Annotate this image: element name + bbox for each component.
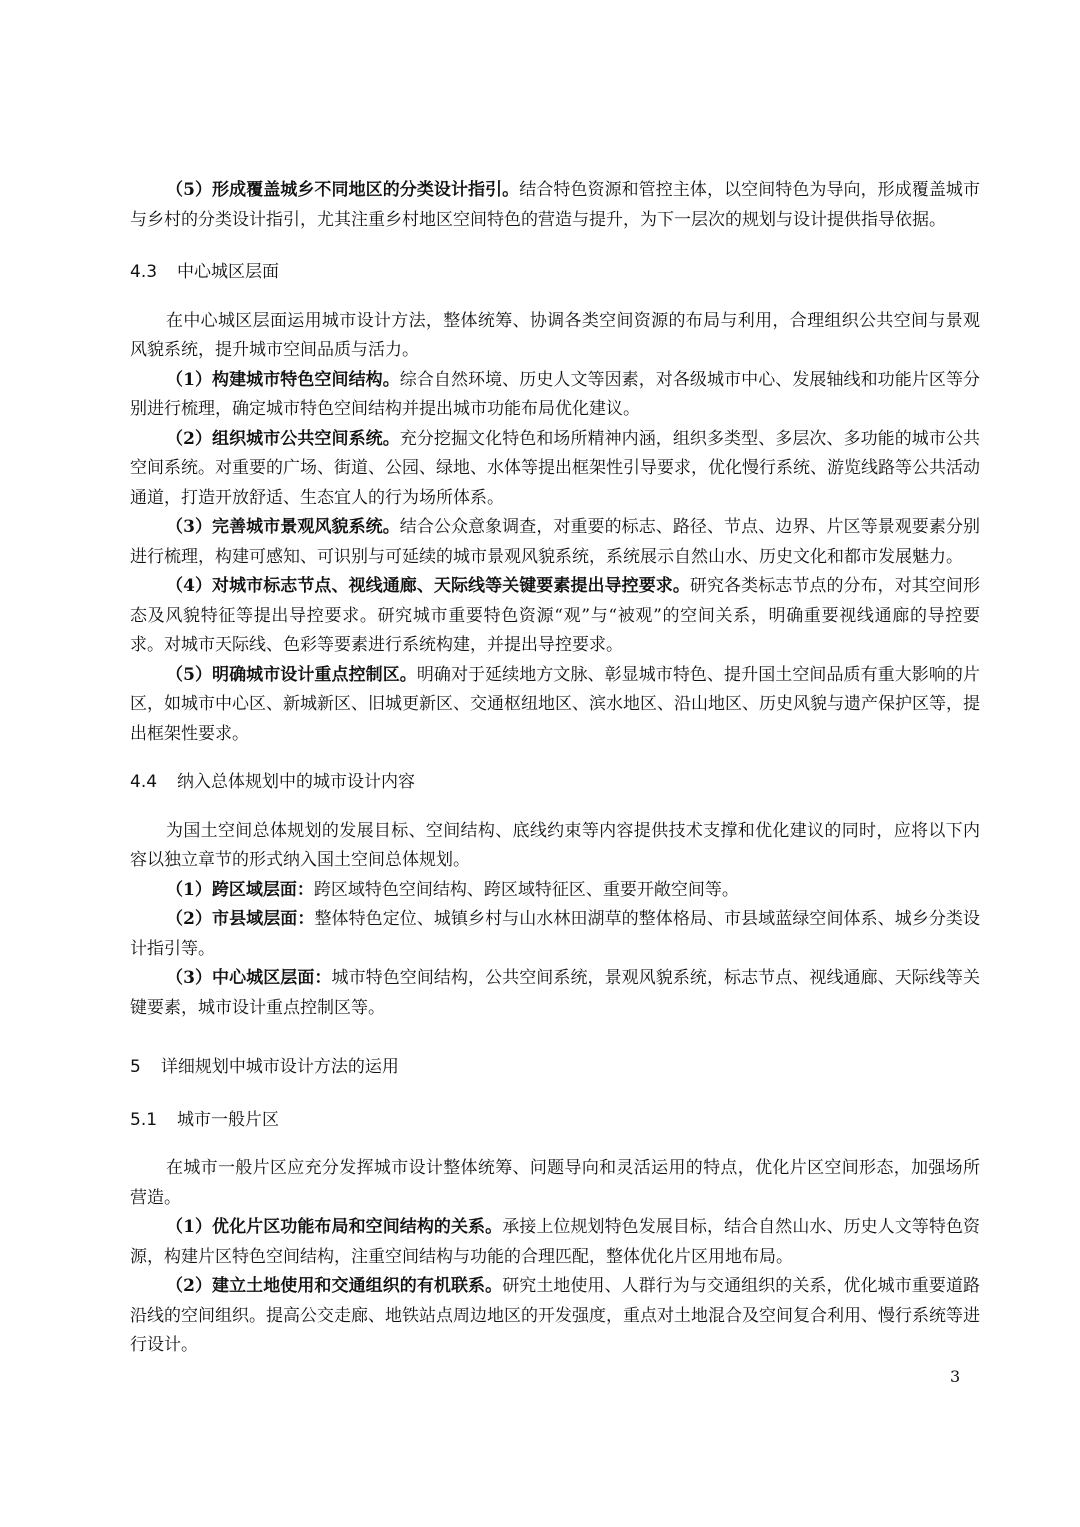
paragraph-item-1-layout <box>130 1213 980 1272</box>
item-heading: （2）市县域层面： <box>166 909 315 929</box>
paragraph-intro-5-1: 在城市一般片区应充分发挥城市设计整体统筹、问题导向和灵活运用的特点，优化片区空间形态，加强场所营造。 <box>130 1158 980 1208</box>
section-heading-5-1 <box>130 1106 980 1136</box>
section-number: 4.3 <box>130 262 158 282</box>
item-text: 综合自然环境、历史人文等因素，对各级城市中心、发展轴线和功能片区等分别进行梳理，确定城市特色空间结构并提出城市功能布局优化建议。 <box>130 369 981 419</box>
section-title: 纳入总体规划中的城市设计内容 <box>177 772 416 792</box>
item-text: 研究土地使用、人群行为与交通组织的关系，优化城市重要道路沿线的空间组织。提高公交走廊、地铁站点周边地区的开发强度，重点对土地混合及空间复合利用、慢行系统等进行设计。 <box>130 1276 981 1355</box>
section-number: 5 <box>130 1057 141 1077</box>
section-number: 5.1 <box>130 1109 158 1130</box>
item-heading: （1）优化片区功能布局和空间结构的关系。 <box>166 1217 503 1237</box>
item-heading: （2）建立土地使用和交通组织的有机联系。 <box>166 1276 503 1296</box>
item-text: 整体特色定位、城镇乡村与山水林田湖草的整体格局、市县域蓝绿空间体系、城乡分类设计指引等。 <box>130 909 980 959</box>
paragraph-item-3-central-city <box>130 964 980 1023</box>
item-heading: （2）组织城市公共空间系统。 <box>166 428 400 449</box>
item-heading: （1）构建城市特色空间结构。 <box>166 369 400 390</box>
item-heading: （5）明确城市设计重点控制区。 <box>166 664 417 685</box>
paragraph-item-4-key-elements <box>130 572 980 661</box>
paragraph-item-2-county <box>130 905 980 964</box>
page-number: 3 <box>950 1367 961 1386</box>
section-heading-4-4 <box>130 768 980 798</box>
section-heading-4-3 <box>130 258 980 288</box>
paragraph-item-2-land-traffic <box>130 1272 980 1361</box>
item-text: 充分挖掘文化特色和场所精神内涵，组织多类型、多层次、多功能的城市公共空间系统。对重要的广场、街道、公园、绿地、水体等提出框架性引导要求，优化慢行系统、游览线路等公共活动通道，打造开放舒适、生态宜人的行为场所体系。 <box>130 428 981 508</box>
paragraph-intro-4-3: 在中心城区层面运用城市设计方法，整体统筹、协调各类空间资源的布局与利用，合理组织公共空间与景观风貌系统，提升城市空间品质与活力。 <box>130 310 980 360</box>
paragraph-item-1-structure <box>130 366 980 425</box>
section-title: 详细规划中城市设计方法的运用 <box>160 1057 399 1077</box>
item-text: 结合公众意象调查，对重要的标志、路径、节点、边界、片区等景观要素分别进行梳理，构建可感知、可识别与可延续的城市景观风貌系统，系统展示自然山水、历史文化和都市发展魅力。 <box>130 517 981 567</box>
item-heading: （4）对城市标志节点、视线通廊、天际线等关键要素提出导控要求。 <box>166 576 690 596</box>
paragraph-item-3-landscape <box>130 513 980 572</box>
item-text: 城市特色空间结构，公共空间系统，景观风貌系统，标志节点、视线通廊、天际线等关键要素，城市设计重点控制区等。 <box>130 968 980 1018</box>
paragraph-item-1-cross-region <box>130 876 980 906</box>
item-heading: （5）形成覆盖城乡不同地区的分类设计指引。 <box>166 180 520 200</box>
section-number: 4.4 <box>130 772 158 792</box>
item-text: 承接上位规划特色发展目标，结合自然山水、历史人文等特色资源，构建片区特色空间结构，注重空间结构与功能的合理匹配，整体优化片区用地布局。 <box>130 1217 981 1267</box>
item-heading: （3）完善城市景观风貌系统。 <box>166 517 400 537</box>
paragraph-item-2-public-space <box>130 425 980 514</box>
paragraph-intro-4-4: 为国土空间总体规划的发展目标、空间结构、底线约束等内容提供技术支撑和优化建议的同时，应将以下内容以独立章节的形式纳入国土空间总体规划。 <box>130 820 980 870</box>
section-title: 中心城区层面 <box>177 262 280 282</box>
item-text: 跨区域特色空间结构、跨区域特征区、重要开敞空间等。 <box>313 879 739 900</box>
paragraph-item-5-guidance <box>130 176 980 235</box>
paragraph-item-5-key-areas <box>130 661 980 750</box>
item-text: 研究各类标志节点的分布，对其空间形态及风貌特征等提出导控要求。研究城市重要特色资源“观”与“被观”的空间关系，明确重要视线通廊的导控要求。对城市天际线、色彩等要素进行系统构建，并提出导控要求。 <box>130 576 981 655</box>
item-heading: （3）中心城区层面： <box>166 968 332 988</box>
section-title: 城市一般片区 <box>177 1109 280 1130</box>
item-text: 结合特色资源和管控主体，以空间特色为导向，形成覆盖城市与乡村的分类设计指引，尤其注重乡村地区空间特色的营造与提升，为下一层次的规划与设计提供指导依据。 <box>130 180 981 230</box>
item-text: 明确对于延续地方文脉、彰显城市特色、提升国土空间品质有重大影响的片区，如城市中心区、新城新区、旧城更新区、交通枢纽地区、滨水地区、沿山地区、历史风貌与遗产保护区等，提出框架性要求。 <box>130 664 981 744</box>
item-heading: （1）跨区域层面： <box>166 879 314 900</box>
section-heading-5 <box>130 1053 980 1083</box>
